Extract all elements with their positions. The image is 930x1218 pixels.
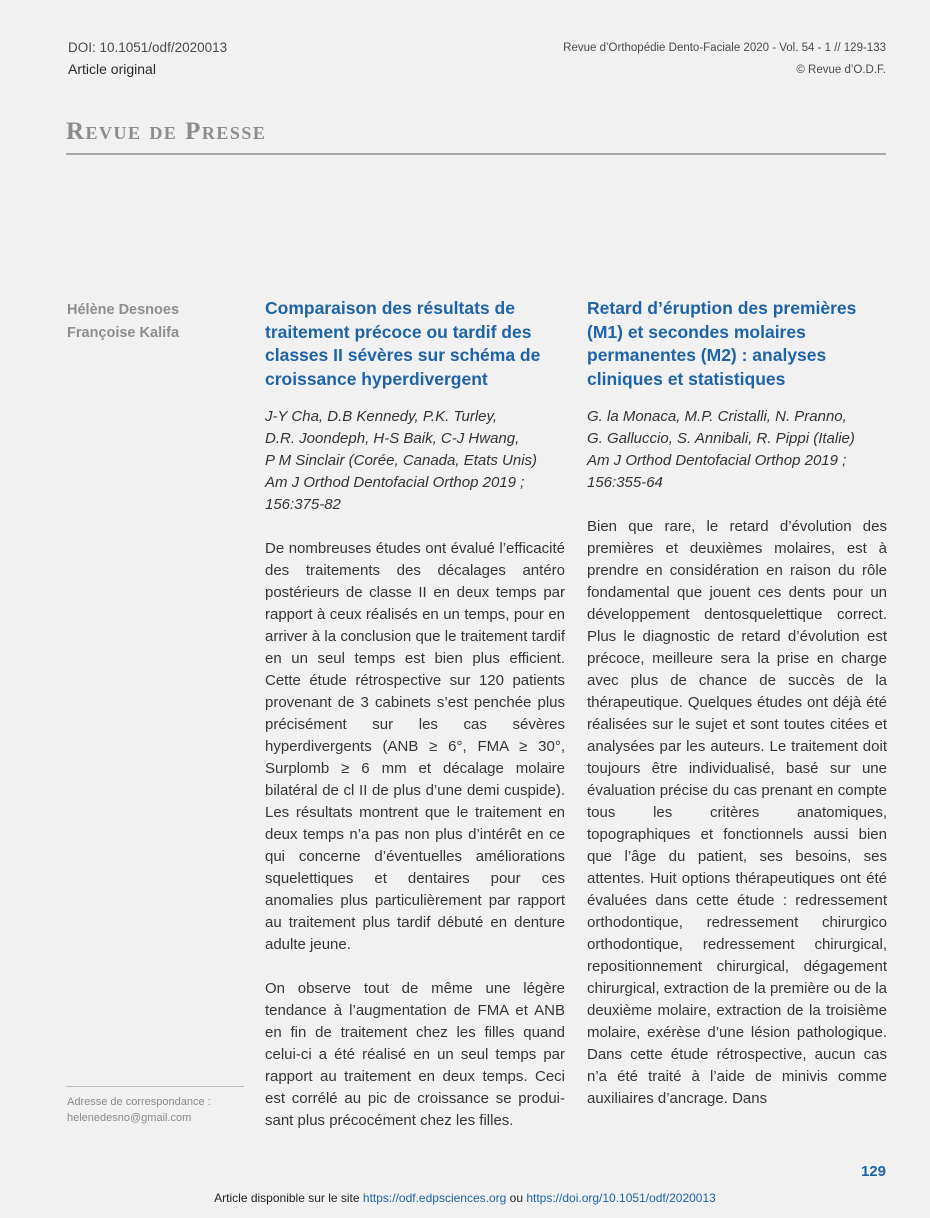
correspondence-email[interactable]: helenedesno@gmail.com	[67, 1112, 192, 1124]
footer-separator: ou	[506, 1191, 527, 1205]
journal-citation: Revue d’Orthopédie Dento-Faciale 2020 - Vol. 54 - 1 // 129-133	[563, 42, 886, 54]
correspondence-divider	[66, 1086, 244, 1087]
page-number: 129	[860, 1163, 886, 1180]
reference-line: J-Y Cha, D.B Kennedy, P.K. Turley,	[265, 408, 498, 425]
body-paragraph: De nombreuses études ont évalué l’efficacité des traitements des décalages antéro postérieurs de classe II en deux temps par rapport à ceux réalisés en un temps, pour en arriver à la conclusion que le traitement tardif en un seul temps est bien plus efficient. Cette étude rétrospective sur 120 patients provenant de 3 cabinets s’est penchée plus précisément sur les cas sévères hyperdivergents (ANB ≥ 6°, FMA ≥ 30°, Surplomb ≥ 6 mm et décalage molaire bilatéral de cl II de plus d’une demi cuspide). Les résultats montrent que le traitement en deux temps n’a pas non plus d’intérêt en ce qui concerne d’éventuelles améliorations squelettiques et dentaires pour ces anomalies plus particulièrement par rapport au traitement plus tardif débuté en denture adulte jeune.	[265, 540, 565, 953]
reference-line: 156:375-82	[265, 496, 341, 513]
doi-label: DOI: 10.1051/odf/2020013	[68, 40, 228, 55]
article-a-references	[265, 406, 565, 516]
reference-line: Am J Orthod Dentofacial Orthop 2019 ;	[587, 452, 847, 469]
body-paragraph: Bien que rare, le retard d’évolution des premières et deuxièmes molaires, est à prendre en considération en raison du rôle fondamental que jouent ces dents pour un développement dentosquelettique correct. Plus le diagnostic de retard d’évolution est précoce, meilleure sera la prise en charge avec plus de chance de succès de la thérapeutique. Quelques études ont déjà été réalisées sur le sujet et sont toutes citées et analysées par les auteurs. Le traitement doit toujours être individualisé, basé sur une évaluation précise du cas prenant en compte tous les critères anatomiques, topographiques et fonctionnels aussi bien que l’âge du patient, ses besoins, ses attentes. Huit options thérapeutiques ont été évaluées dans cette étude : redressement orthodontique, redressement chirurgico orthodontique, redressement chirurgical, repositionnement chirurgical, dégagement chirurgical, extraction de la première ou de la deuxième molaire, extraction de la troisième molaire, exérèse d’une lésion pathologique. Dans cette étude rétrospective, aucun cas n’a été traité à l’aide de minivis comme auxiliaires d’ancrage. Dans	[587, 518, 887, 1107]
author-name: Hélène Desnoes	[67, 302, 180, 318]
reference-line: Am J Orthod Dentofacial Orthop 2019 ;	[265, 474, 525, 491]
authors-block	[67, 299, 179, 345]
article-a-title: Comparaison des résultats de traitement précoce ou tardif des classes II sévères sur schéma de croissance hyperdivergent	[265, 298, 541, 389]
article-column-b	[587, 297, 887, 1132]
article-a-body	[265, 538, 565, 1132]
reference-line: D.R. Joondeph, H-S Baik, C-J Hwang,	[265, 430, 520, 447]
section-divider	[66, 153, 886, 155]
article-b-references	[587, 406, 887, 494]
doi-link[interactable]: https://doi.org/10.1051/odf/2020013	[526, 1191, 716, 1205]
body-paragraph: On observe tout de même une légère tendance à l’augmentation de FMA et ANB en fin de traitement chez les filles quand celui-ci a été réalisé en un seul temps par rapport au traitement en deux temps. Ceci est corrélé au pic de croissance se produisant plus précocément chez les filles.	[265, 980, 565, 1129]
footer	[0, 1191, 930, 1205]
article-column-a	[265, 297, 565, 1154]
reference-line: 156:355-64	[587, 474, 663, 491]
copyright-label: © Revue d’O.D.F.	[796, 64, 886, 76]
site-link[interactable]: https://odf.edpsciences.org	[362, 1191, 507, 1205]
correspondence-block	[67, 1094, 211, 1126]
reference-line: G. la Monaca, M.P. Cristalli, N. Pranno,	[587, 408, 847, 425]
article-type-label: Article original	[68, 61, 156, 77]
correspondence-label: Adresse de correspondance :	[67, 1096, 211, 1108]
article-b-body	[587, 516, 887, 1110]
footer-prefix: Article disponible sur le site	[214, 1191, 363, 1205]
reference-line: P M Sinclair (Corée, Canada, Etats Unis)	[265, 452, 538, 469]
section-title: Revue de Presse	[66, 118, 267, 145]
article-b-title: Retard d’éruption des premières (M1) et secondes molaires permanentes (M2) : analyses cliniques et statistiques	[587, 298, 857, 389]
reference-line: G. Galluccio, S. Annibali, R. Pippi (Italie)	[587, 430, 855, 447]
author-name: Françoise Kalifa	[67, 325, 180, 341]
